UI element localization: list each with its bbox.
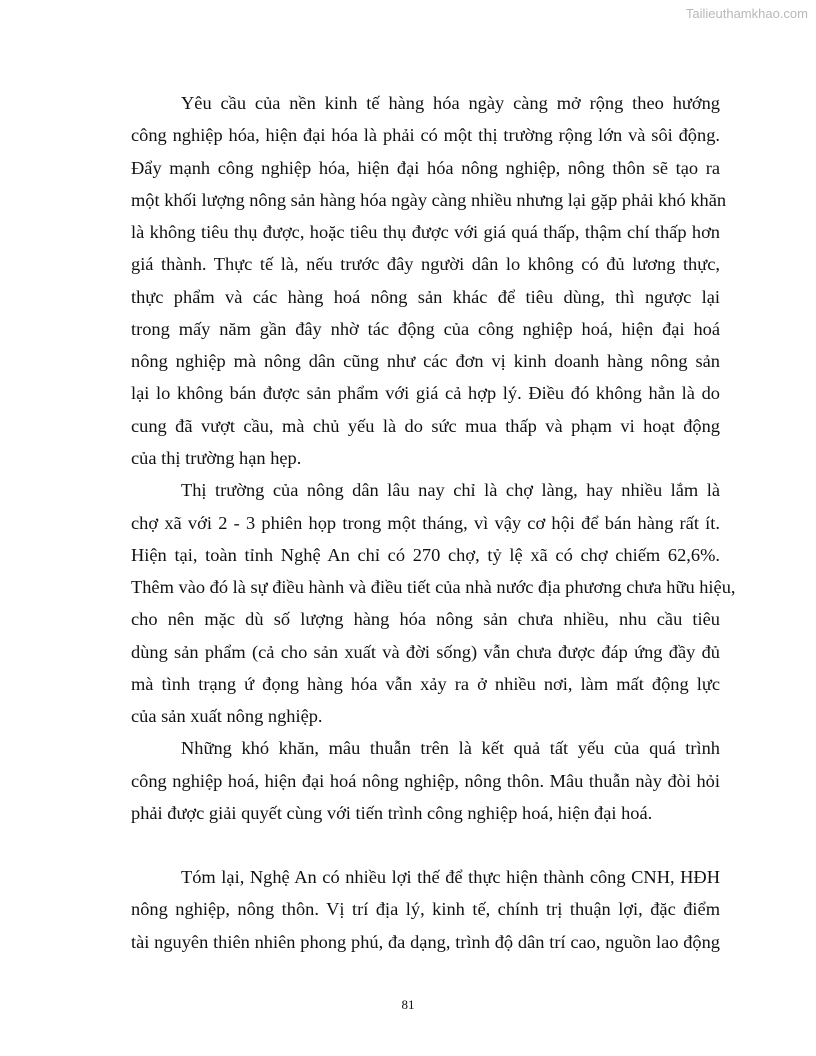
text-line: nông nghiệp, nông thôn. Vị trí địa lý, kinh tế, chính trị thuận lợi, đặc điểm <box>131 899 720 920</box>
text-line: của thị trường hạn hẹp. <box>131 447 302 468</box>
text-line: tài nguyên thiên nhiên phong phú, đa dạng, trình độ dân trí cao, nguồn lao động <box>131 931 720 952</box>
watermark: Tailieuthamkhao.com <box>685 6 808 21</box>
text-line: thực phẩm và các hàng hoá nông sản khác để tiêu dùng, thì ngược lại <box>131 286 720 307</box>
text-line: trong mấy năm gần đây nhờ tác động của công nghiệp hoá, hiện đại hoá <box>131 318 720 339</box>
text-line: Đẩy mạnh công nghiệp hóa, hiện đại hóa nông nghiệp, nông thôn sẽ tạo ra <box>131 157 720 178</box>
text-line: là không tiêu thụ được, hoặc tiêu thụ được với giá quá thấp, thậm chí thấp hơn <box>131 222 720 243</box>
text-line: Thêm vào đó là sự điều hành và điều tiết của nhà nước địa phương chưa hữu hiệu, <box>131 577 736 598</box>
text-line: chợ xã với 2 - 3 phiên họp trong một tháng, vì vậy cơ hội để bán hàng rất ít. <box>131 512 720 533</box>
text-line: Những khó khăn, mâu thuẫn trên là kết quả tất yếu của quá trình <box>181 738 720 759</box>
text-line: lại lo không bán được sản phẩm với giá cả hợp lý. Điều đó không hẳn là do <box>131 383 720 404</box>
text-line: nông nghiệp mà nông dân cũng như các đơn vị kinh doanh hàng nông sản <box>131 351 720 372</box>
text-line: của sản xuất nông nghiệp. <box>131 706 323 727</box>
text-line: Tóm lại, Nghệ An có nhiều lợi thế để thực hiện thành công CNH, HĐH <box>181 867 720 887</box>
text-line: phải được giải quyết cùng với tiến trình công nghiệp hoá, hiện đại hoá. <box>131 802 653 823</box>
text-line: dùng sản phẩm (cả cho sản xuất và đời sống) vẫn chưa được đáp ứng đầy đủ <box>131 641 720 662</box>
text-line: cung đã vượt cầu, mà chủ yếu là do sức mua thấp và phạm vi hoạt động <box>131 415 720 436</box>
text-line: giá thành. Thực tế là, nếu trước đây người dân lo không có đủ lương thực, <box>131 254 720 275</box>
text-line: Yêu cầu của nền kinh tế hàng hóa ngày càng mở rộng theo hướng <box>181 93 720 113</box>
text-line: mà tình trạng ứ đọng hàng hóa vẫn xảy ra ở nhiều nơi, làm mất động lực <box>131 673 720 694</box>
text-line: một khối lượng nông sản hàng hóa ngày càng nhiều nhưng lại gặp phải khó khăn <box>131 189 727 210</box>
text-line: công nghiệp hoá, hiện đại hoá nông nghiệp, nông thôn. Mâu thuẫn này đòi hỏi <box>131 770 720 791</box>
text-line: cho nên mặc dù số lượng hàng hóa nông sản chưa nhiều, nhu cầu tiêu <box>131 609 720 630</box>
page-number: 81 <box>401 997 415 1012</box>
text-line: Thị trường của nông dân lâu nay chỉ là chợ làng, hay nhiều lắm là <box>181 480 720 501</box>
text-line: công nghiệp hóa, hiện đại hóa là phải có một thị trường rộng lớn và sôi động. <box>131 125 720 146</box>
text-line: Hiện tại, toàn tỉnh Nghệ An chỉ có 270 chợ, tỷ lệ xã có chợ chiếm 62,6%. <box>131 544 720 565</box>
